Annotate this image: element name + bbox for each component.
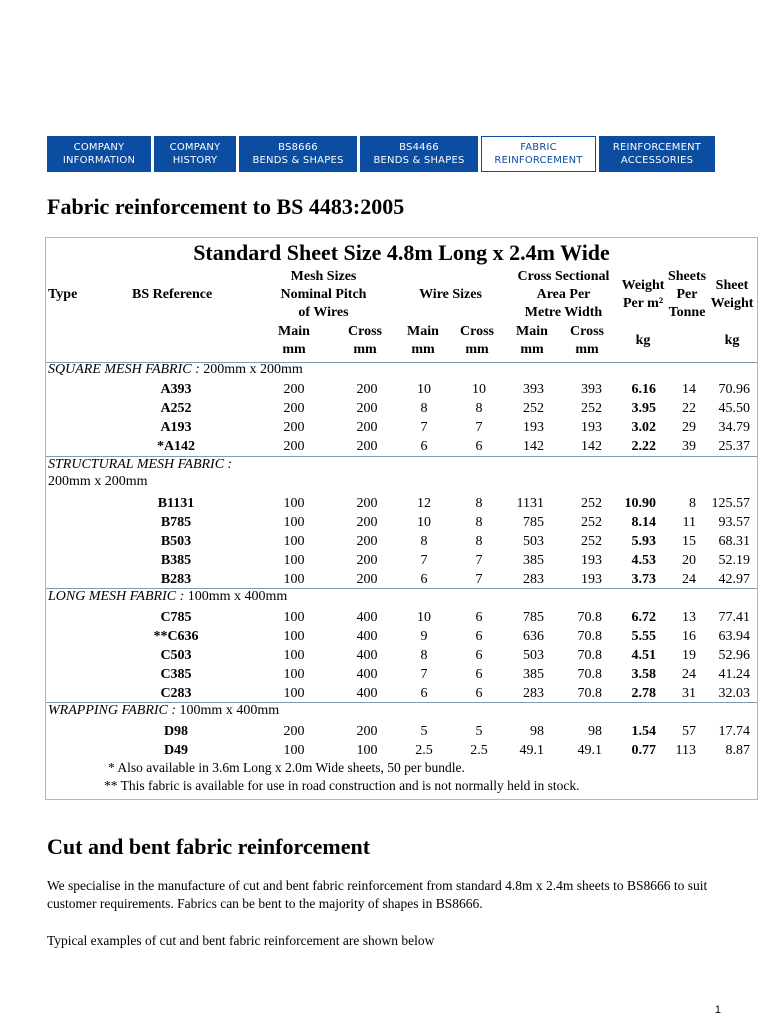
- table-cell: 193: [581, 572, 602, 587]
- table-cell: 200: [356, 382, 378, 397]
- table-cell: 6.16: [631, 382, 656, 397]
- table-row: [46, 646, 757, 665]
- table-cell: 2.78: [631, 686, 656, 701]
- bs-reference-cell: B785: [160, 515, 192, 530]
- header-of-wires: of Wires: [298, 305, 349, 320]
- table-cell: 98: [530, 724, 544, 739]
- table-cell: 100: [283, 648, 305, 663]
- table-cell: 385: [523, 553, 544, 568]
- table-cell: 5: [475, 724, 483, 739]
- table-cell: 142: [523, 439, 544, 454]
- table-cell: 10: [417, 515, 431, 530]
- section-label: SQUARE MESH FABRIC :: [48, 362, 200, 377]
- nav-tab-label: BENDS & SHAPES: [252, 155, 344, 166]
- bs-reference-cell: C503: [160, 648, 192, 663]
- table-cell: 200: [283, 420, 305, 435]
- table-cell: 5: [420, 724, 428, 739]
- table-cell: 100: [283, 534, 305, 549]
- table-row: [46, 532, 757, 551]
- table-cell: 6: [475, 667, 483, 682]
- header-wire-sizes: Wire Sizes: [419, 287, 482, 302]
- table-cell: 31: [682, 686, 696, 701]
- table-cell: 6: [475, 629, 483, 644]
- table-cell: 200: [356, 553, 378, 568]
- nav-bar: [47, 136, 715, 172]
- section-structural-size: 200mm x 200mm: [48, 474, 148, 489]
- table-row: [46, 399, 757, 418]
- table-cell: 785: [523, 515, 544, 530]
- table-row: [46, 437, 757, 456]
- bs-reference-cell: D49: [163, 743, 189, 758]
- header-mm: mm: [282, 342, 306, 357]
- footnote-double-star: ** This fabric is available for use in road construction and is not normally held in stock.: [104, 778, 580, 793]
- nav-tab-bs8666[interactable]: [239, 136, 357, 172]
- table-cell: 70.8: [577, 686, 602, 701]
- table-cell: 2.5: [415, 743, 433, 758]
- bs-reference-cell: B1131: [157, 496, 195, 511]
- table-cell: 45.50: [718, 401, 750, 416]
- table-cell: 200: [356, 724, 378, 739]
- table-cell: 8: [475, 496, 483, 511]
- header-mm: mm: [353, 342, 377, 357]
- section-size: 200mm x 200mm: [199, 362, 303, 377]
- nav-tab-label: COMPANY: [169, 142, 221, 153]
- header-main: Main: [278, 324, 310, 339]
- header-cross-sectional: Cross Sectional: [517, 269, 610, 284]
- header-bs-reference: BS Reference: [132, 287, 213, 302]
- bs-reference-cell: *A142: [156, 439, 196, 454]
- table-cell: 10: [472, 382, 486, 397]
- section-label: STRUCTURAL MESH FABRIC :: [48, 457, 233, 472]
- table-cell: 400: [356, 686, 378, 701]
- section-long-mesh: [48, 589, 287, 605]
- section-size: 100mm x 400mm: [176, 703, 280, 718]
- bs-reference-cell: C385: [160, 667, 192, 682]
- table-cell: 6: [475, 648, 483, 663]
- table-cell: 9: [420, 629, 428, 644]
- table-cell: 52.19: [718, 553, 750, 568]
- table-cell: 42.97: [718, 572, 750, 587]
- nav-tab-bs4466[interactable]: [360, 136, 478, 172]
- table-cell: 98: [588, 724, 602, 739]
- table-row: [46, 570, 757, 589]
- table-cell: 100: [283, 496, 305, 511]
- table-cell: 8: [420, 401, 428, 416]
- table-cell: 17.74: [718, 724, 750, 739]
- table-cell: 200: [356, 534, 378, 549]
- nav-tab-label: BS4466: [399, 142, 439, 153]
- table-cell: 6: [420, 439, 428, 454]
- table-cell: 100: [283, 686, 305, 701]
- table-cell: 6: [420, 686, 428, 701]
- header-area-per: Area Per: [536, 287, 591, 302]
- table-cell: 12: [417, 496, 431, 511]
- header-per-m2: Per m²: [622, 296, 664, 311]
- table-cell: 6: [475, 610, 483, 625]
- table-cell: 400: [356, 629, 378, 644]
- section-label: LONG MESH FABRIC :: [48, 589, 185, 604]
- table-cell: 3.73: [631, 572, 656, 587]
- table-cell: 193: [523, 420, 544, 435]
- table-cell: 41.24: [718, 667, 750, 682]
- table-cell: 200: [356, 401, 378, 416]
- table-cell: 8: [420, 648, 428, 663]
- table-cell: 2.5: [470, 743, 488, 758]
- table-row: [46, 380, 757, 399]
- table-cell: 10: [417, 382, 431, 397]
- table-cell: 100: [283, 515, 305, 530]
- table-cell: 5.93: [631, 534, 656, 549]
- table-cell: 100: [283, 553, 305, 568]
- nav-tab-company-information[interactable]: [47, 136, 151, 172]
- header-cross: Cross: [570, 324, 604, 339]
- table-cell: 32.03: [718, 686, 750, 701]
- table-cell: 8: [475, 534, 483, 549]
- bs-reference-cell: B503: [160, 534, 192, 549]
- header-cross: Cross: [348, 324, 382, 339]
- table-cell: 70.8: [577, 610, 602, 625]
- nav-tab-label: REINFORCEMENT: [494, 155, 583, 166]
- bs-reference-cell: **C636: [153, 629, 199, 644]
- table-cell: 252: [581, 534, 602, 549]
- table-cell: 34.79: [718, 420, 750, 435]
- nav-tab-label: COMPANY: [73, 142, 125, 153]
- nav-tab-label: FABRIC: [520, 142, 557, 153]
- section-structural-mesh: [48, 457, 232, 473]
- table-cell: 393: [523, 382, 544, 397]
- table-cell: 193: [581, 420, 602, 435]
- table-cell: 20: [682, 553, 696, 568]
- table-caption: Standard Sheet Size 4.8m Long x 2.4m Wide: [193, 240, 610, 265]
- table-cell: 14: [682, 382, 696, 397]
- bs-reference-cell: A393: [160, 382, 192, 397]
- table-cell: 13: [682, 610, 696, 625]
- table-cell: 68.31: [718, 534, 750, 549]
- table-cell: 385: [523, 667, 544, 682]
- table-cell: 100: [283, 572, 305, 587]
- nav-tab-label: INFORMATION: [62, 155, 136, 166]
- table-cell: 6: [475, 686, 483, 701]
- table-cell: 5.55: [631, 629, 656, 644]
- table-cell: 3.95: [631, 401, 656, 416]
- header-mm: mm: [575, 342, 599, 357]
- table-cell: 200: [283, 382, 305, 397]
- table-cell: 3.02: [631, 420, 656, 435]
- table-cell: 400: [356, 648, 378, 663]
- table-cell: 52.96: [718, 648, 750, 663]
- table-cell: 24: [682, 572, 696, 587]
- table-cell: 93.57: [718, 515, 750, 530]
- table-cell: 70.8: [577, 667, 602, 682]
- header-nominal-pitch: Nominal Pitch: [280, 287, 367, 302]
- table-cell: 200: [283, 724, 305, 739]
- table-row: [46, 608, 757, 627]
- header-per: Per: [676, 287, 698, 302]
- header-metre-width: Metre Width: [524, 305, 603, 320]
- table-cell: 142: [581, 439, 602, 454]
- header-mm: mm: [520, 342, 544, 357]
- header-cross: Cross: [460, 324, 494, 339]
- footnote-single-star: * Also available in 3.6m Long x 2.0m Wide sheets, 50 per bundle.: [108, 760, 465, 775]
- header-sheet: Sheet: [715, 278, 749, 293]
- table-cell: 15: [682, 534, 696, 549]
- table-cell: 2.22: [631, 439, 656, 454]
- table-cell: 7: [420, 553, 428, 568]
- paragraph-examples: Typical examples of cut and bent fabric reinforcement are shown below: [47, 933, 435, 948]
- header-tonne: Tonne: [668, 305, 706, 320]
- nav-tab-label: BENDS & SHAPES: [373, 155, 465, 166]
- table-cell: 24: [682, 667, 696, 682]
- bs-reference-cell: C283: [160, 686, 192, 701]
- page-number: 1: [714, 1004, 721, 1016]
- table-cell: 503: [523, 648, 544, 663]
- section-size: 100mm x 400mm: [184, 589, 288, 604]
- table-cell: 100: [283, 629, 305, 644]
- table-cell: 200: [356, 572, 378, 587]
- table-cell: 10.90: [624, 496, 656, 511]
- header-weight: Weight: [621, 278, 665, 293]
- section-wrapping: [48, 703, 279, 719]
- table-cell: 10: [417, 610, 431, 625]
- header-weight-sheet: Weight: [710, 296, 754, 311]
- table-row: [46, 665, 757, 684]
- header-main: Main: [407, 324, 439, 339]
- table-cell: 19: [682, 648, 696, 663]
- table-cell: 393: [581, 382, 602, 397]
- table-cell: 8.14: [631, 515, 656, 530]
- section-square-mesh: [48, 362, 303, 378]
- table-cell: 7: [475, 572, 483, 587]
- table-cell: 200: [356, 439, 378, 454]
- table-cell: 49.1: [577, 743, 602, 758]
- header-mesh-sizes: Mesh Sizes: [290, 269, 357, 284]
- table-cell: 6.72: [631, 610, 656, 625]
- section-label: WRAPPING FABRIC :: [48, 703, 177, 718]
- table-cell: 252: [581, 515, 602, 530]
- header-sheets: Sheets: [667, 269, 707, 284]
- bs-reference-cell: B385: [160, 553, 192, 568]
- header-mm: mm: [411, 342, 435, 357]
- table-cell: 25.37: [718, 439, 750, 454]
- nav-tab-label: ACCESSORIES: [620, 155, 694, 166]
- table-cell: 3.58: [631, 667, 656, 682]
- bs-reference-cell: D98: [163, 724, 189, 739]
- nav-tab-fabric-reinforcement[interactable]: [481, 136, 596, 172]
- table-cell: 77.41: [718, 610, 750, 625]
- table-cell: 283: [523, 572, 544, 587]
- table-cell: 4.53: [631, 553, 656, 568]
- table-cell: 193: [581, 553, 602, 568]
- table-cell: 200: [283, 439, 305, 454]
- header-kg: kg: [635, 333, 651, 348]
- table-cell: 57: [682, 724, 696, 739]
- table-cell: 16: [682, 629, 696, 644]
- table-cell: 49.1: [519, 743, 544, 758]
- table-cell: 7: [475, 553, 483, 568]
- table-row: [46, 513, 757, 532]
- table-row: [46, 741, 757, 760]
- table-row: [46, 722, 757, 741]
- table-cell: 8: [689, 496, 696, 511]
- page-title: Fabric reinforcement to BS 4483:2005: [47, 194, 405, 219]
- table-cell: 8: [475, 401, 483, 416]
- table-cell: 22: [682, 401, 696, 416]
- table-cell: 252: [581, 401, 602, 416]
- table-cell: 100: [356, 743, 378, 758]
- fabric-table: [45, 237, 758, 800]
- table-cell: 400: [356, 610, 378, 625]
- table-cell: 63.94: [718, 629, 750, 644]
- table-cell: 100: [283, 667, 305, 682]
- table-cell: 283: [523, 686, 544, 701]
- nav-tab-company-history[interactable]: [154, 136, 236, 172]
- header-main: Main: [516, 324, 548, 339]
- nav-tab-label: BS8666: [278, 142, 318, 153]
- nav-tab-label: REINFORCEMENT: [612, 142, 702, 153]
- header-mm: mm: [465, 342, 489, 357]
- table-cell: 8: [420, 534, 428, 549]
- bs-reference-cell: B283: [160, 572, 192, 587]
- bs-reference-cell: A252: [160, 401, 192, 416]
- header-kg: kg: [724, 333, 740, 348]
- table-cell: 7: [420, 420, 428, 435]
- table-cell: 8.87: [725, 743, 750, 758]
- paragraph-intro: We specialise in the manufacture of cut and bent fabric reinforcement from standard 4.8m x 2.4m sheets to BS8666 to suit customer requirements. Fabrics can be bent to the majority of shapes in BS8666.: [47, 878, 708, 911]
- table-cell: 252: [581, 496, 602, 511]
- table-cell: 1131: [516, 496, 544, 511]
- table-cell: 200: [356, 515, 378, 530]
- table-cell: 6: [420, 572, 428, 587]
- table-cell: 0.77: [631, 743, 656, 758]
- table-cell: 636: [523, 629, 544, 644]
- table-cell: 70.96: [718, 382, 750, 397]
- bs-reference-cell: A193: [160, 420, 192, 435]
- table-cell: 7: [420, 667, 428, 682]
- table-cell: 100: [283, 743, 305, 758]
- table-row: [46, 551, 757, 570]
- table-cell: 113: [675, 743, 696, 758]
- table-cell: 1.54: [631, 724, 656, 739]
- table-cell: 29: [682, 420, 696, 435]
- table-cell: 200: [356, 496, 378, 511]
- table-row: [46, 418, 757, 437]
- nav-tab-label: HISTORY: [172, 155, 218, 166]
- header-type: Type: [48, 287, 78, 302]
- table-cell: 6: [475, 439, 483, 454]
- table-cell: 503: [523, 534, 544, 549]
- table-cell: 100: [283, 610, 305, 625]
- table-cell: 200: [283, 401, 305, 416]
- table-cell: 8: [475, 515, 483, 530]
- nav-tab-reinforcement-accessories[interactable]: [599, 136, 715, 172]
- table-cell: 70.8: [577, 648, 602, 663]
- table-row: [46, 494, 757, 513]
- section-heading-cut-bent: Cut and bent fabric reinforcement: [47, 834, 371, 859]
- table-cell: 252: [523, 401, 544, 416]
- bs-reference-cell: C785: [160, 610, 192, 625]
- table-cell: 39: [682, 439, 696, 454]
- table-row: [46, 627, 757, 646]
- table-cell: 11: [682, 515, 696, 530]
- table-cell: 785: [523, 610, 544, 625]
- table-cell: 125.57: [711, 496, 750, 511]
- table-cell: 4.51: [631, 648, 656, 663]
- table-cell: 200: [356, 420, 378, 435]
- table-cell: 7: [475, 420, 483, 435]
- table-cell: 400: [356, 667, 378, 682]
- table-row: [46, 684, 757, 703]
- table-cell: 70.8: [577, 629, 602, 644]
